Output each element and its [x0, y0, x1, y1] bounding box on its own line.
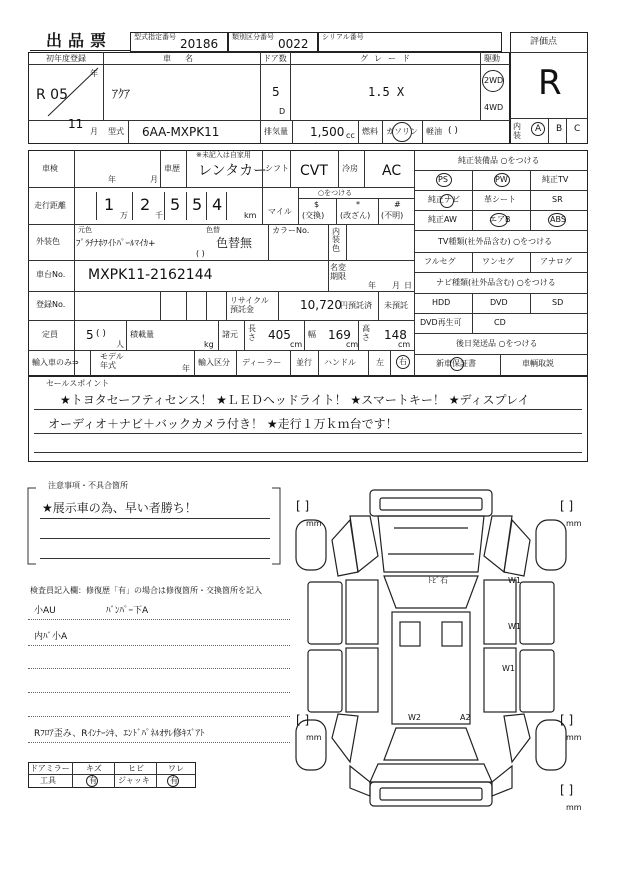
capacity-unit: 人: [116, 340, 124, 349]
doors-label: ドア数: [263, 54, 287, 63]
tv-analog: アナログ: [540, 257, 572, 266]
mileage-digit-2: 2: [140, 195, 151, 214]
height-cm: cm: [398, 340, 411, 349]
mm-unit-2: mm: [566, 519, 582, 528]
mile-star: *: [356, 200, 360, 209]
notes-label: 注意事項・不具合箇所: [48, 481, 128, 490]
chassis-label: 車台No.: [36, 270, 66, 279]
score-value: R: [538, 63, 562, 103]
drive-2wd: 2WD: [484, 76, 504, 85]
history-label: 車歴: [164, 164, 180, 173]
inspector-line-1b: ﾊﾞﾝﾊﾟｰ下A: [106, 606, 149, 616]
length-value: 405: [268, 328, 291, 342]
title-expire-month: 月: [392, 281, 400, 290]
import-label: 輸入車のみ⇒: [32, 358, 79, 367]
fuel-gas: ガソリン: [386, 127, 418, 136]
mark-w1-b: W1: [508, 622, 521, 631]
tv-fullseg: フルセグ: [424, 257, 456, 266]
history-value: レンタカー: [198, 163, 268, 179]
mark-a2: A2: [460, 713, 471, 722]
bracket-bottom-right: [ ]: [560, 713, 574, 727]
class-no-label: 類別区分番号: [232, 33, 274, 41]
color-change-value: 色替無: [216, 236, 253, 250]
mm-unit-1: mm: [306, 519, 322, 528]
displacement-value: 1,500: [310, 125, 345, 139]
equip-airbag: エアB: [489, 215, 511, 224]
class-no-value: 0022: [278, 37, 309, 51]
equip-ps: PS: [438, 175, 448, 184]
length-label: 長さ: [248, 324, 256, 342]
width-label: 幅: [308, 330, 316, 339]
load-kg: kg: [204, 340, 214, 349]
equip-aw: 純正AW: [428, 215, 457, 224]
reg-year-label: 初年度登録: [46, 54, 86, 63]
grade-value: 1.5 X: [368, 85, 405, 99]
interior-c: C: [574, 124, 581, 134]
import-parallel: 並行: [296, 358, 312, 367]
ac-value: AC: [382, 163, 402, 179]
load-label: 積載量: [130, 330, 154, 339]
mileage-label: 走行距離: [34, 201, 66, 210]
year-unit: 年: [90, 69, 98, 78]
inspector-label: 検査員記入欄：修復歴「有」の場合は修復箇所・交換箇所を記入: [30, 586, 262, 595]
mark-w2: W2: [408, 713, 421, 722]
month-unit: 月: [90, 127, 98, 136]
reg-label: 登録No.: [36, 300, 66, 309]
legend-break: ワレ: [168, 764, 184, 773]
equip-abs: ABS: [550, 215, 566, 224]
notes-bracket: [26, 486, 282, 566]
doors-value: 5: [272, 85, 280, 99]
cc-unit: cc: [346, 131, 355, 140]
equip-pw: PW: [495, 175, 508, 184]
mile-hash: #: [394, 200, 401, 209]
mileage-circle-note: ○をつける: [318, 189, 353, 197]
width-cm: cm: [346, 340, 359, 349]
orig-color-label: 元色: [78, 226, 92, 234]
later-warranty: 新車保証書: [436, 359, 476, 368]
title-expire-day: 日: [404, 281, 412, 290]
height-value: 148: [384, 328, 407, 342]
mileage-digit-1: 1: [104, 195, 115, 214]
page-title: 出品票: [46, 31, 113, 50]
bracket-bottom-extra: [ ]: [560, 783, 574, 797]
mark-w1-c: W1: [502, 664, 515, 673]
color-label: 外装色: [36, 237, 60, 246]
chassis-value: MXPK11-2162144: [88, 267, 213, 283]
cd-label: CD: [494, 318, 506, 327]
not-deposited: 未預託: [384, 301, 408, 310]
width-value: 169: [328, 328, 351, 342]
recycle-label: リサイクル預託金: [230, 296, 269, 315]
bracket-top-left: [ ]: [296, 499, 310, 513]
length-cm: cm: [290, 340, 303, 349]
fuel-paren: ( ): [448, 126, 458, 136]
mile-label: マイル: [268, 207, 292, 216]
handle-left: 左: [376, 358, 384, 367]
title-expire-label: 名変期限: [330, 263, 346, 281]
recycle-unit: 円預託済: [340, 301, 372, 310]
bracket-bottom-left: [ ]: [296, 713, 310, 727]
tv-oneseg: ワンセグ: [482, 257, 514, 266]
history-note: ※未記入は自家用: [196, 151, 251, 159]
tools-yes-circle: [86, 775, 98, 787]
mile-hash-sub: (不明): [381, 211, 404, 220]
shift-value: CVT: [300, 163, 328, 179]
import-dealer: ディーラー: [242, 358, 282, 367]
legend-scratch: キズ: [86, 764, 102, 773]
model-year-unit: 年: [182, 364, 190, 373]
displacement-label: 排気量: [264, 127, 288, 136]
mileage-km: km: [244, 211, 257, 220]
ac-label: 冷房: [342, 164, 358, 173]
mileage-sen: 千: [155, 211, 163, 220]
orig-color: ﾌﾟﾗﾁﾅﾎﾜｲﾄﾊﾟｰﾙﾏｲｶ+: [76, 239, 156, 249]
serial-label: シリアル番号: [322, 33, 364, 41]
fuel-light: 軽油: [426, 127, 442, 136]
handle-right: 右: [399, 357, 407, 366]
inspection-month: 月: [150, 175, 158, 184]
mile-dollar: $: [314, 200, 320, 209]
navi-hdd: HDD: [432, 298, 451, 307]
type-no-value: 20186: [180, 37, 219, 51]
legend-mirror: ドアミラー: [30, 764, 70, 773]
jack-yes-circle: [167, 775, 179, 787]
mileage-digit-3: 5: [170, 195, 181, 214]
mileage-digit-4: 5: [192, 195, 203, 214]
notes-text: ★展示車の為、早い者勝ち！: [42, 501, 197, 515]
shift-label: シフト: [265, 164, 289, 173]
later-manual: 車輌取説: [522, 359, 554, 368]
tv-title: TV種類(社外品含む) ○をつける: [438, 237, 553, 246]
recycle-value: 10,720: [300, 298, 342, 312]
door-suffix: D: [279, 107, 286, 116]
capacity-value: 5: [86, 328, 94, 342]
color-no-title: カラーNo.: [272, 226, 310, 235]
dims-label: 諸元: [222, 330, 238, 339]
title-expire-year: 年: [368, 281, 376, 290]
equip-tv: 純正TV: [542, 175, 569, 184]
inspection-label: 車検: [42, 164, 58, 173]
mark-chip: ﾄﾋﾞ石: [428, 576, 448, 585]
equip-sr: SR: [552, 195, 563, 204]
legend-tools: 工具: [40, 776, 56, 785]
bracket-top-right: [ ]: [560, 499, 574, 513]
equip-leather: 革シート: [484, 195, 516, 204]
navi-circle: [440, 194, 454, 208]
interior-color-label: 内装色: [332, 227, 340, 253]
reg-era: R 05: [36, 87, 68, 103]
reg-month: 11: [68, 117, 84, 131]
mm-unit-3: mm: [306, 733, 322, 742]
inspector-line-2: 内ﾊﾞ小A: [34, 632, 68, 642]
mile-dollar-sub: (交換): [302, 211, 325, 220]
navi-dvd: DVD: [490, 298, 508, 307]
interior-label: 内装: [513, 122, 521, 140]
drive-label: 駆動: [484, 54, 500, 63]
color-paren: ( ): [196, 249, 205, 258]
drive-4wd: 4WD: [484, 103, 504, 112]
import-class-label: 輸入区分: [198, 358, 230, 367]
navi-title: ナビ種類(社外品含む) ○をつける: [436, 278, 556, 287]
navi-sd: SD: [552, 298, 564, 307]
equip-navi: 純正ナビ: [428, 195, 460, 204]
mark-w1-a: W1: [508, 576, 521, 585]
car-name: ｱｸｱ: [112, 87, 131, 101]
legend-jack-yes: 有: [170, 776, 178, 785]
sales-label: セールスポイント: [46, 379, 110, 388]
later-title: 後日発送品 ○をつける: [456, 339, 538, 348]
mile-star-sub: (改ざん): [340, 211, 371, 220]
color-change-label: 色替: [206, 226, 220, 234]
inspector-line-3: Rﾌﾛｱ歪み、Rｲﾝﾅｰｼｷ、ｴﾝﾄﾞﾊﾟﾈﾙｵｻﾚ修ｷｽﾞｱﾄ: [34, 729, 205, 739]
interior-b: B: [556, 124, 563, 134]
dvd-playable: DVD再生可: [420, 318, 462, 327]
legend-tools-yes: 有: [89, 776, 97, 785]
interior-a: A: [535, 124, 542, 134]
inspector-line-1a: 小AU: [34, 606, 56, 616]
sales-line-2: オーディオ＋ナビ＋バックカメラ付き！ ★走行１万ｋｍ台です！: [48, 417, 398, 431]
model-year-label: モデル年式: [100, 352, 124, 370]
legend-crack: ヒビ: [128, 764, 144, 773]
fuel-label: 燃料: [362, 127, 378, 136]
model-value: 6AA-MXPK11: [142, 125, 220, 139]
grade-label: グレード: [360, 54, 416, 63]
model-label: 型式: [108, 127, 124, 136]
equipment-title: 純正装備品 ○をつける: [458, 156, 540, 165]
height-label: 高さ: [362, 324, 370, 342]
type-no-label: 型式指定番号: [134, 33, 176, 41]
mileage-digit-5: 4: [212, 195, 223, 214]
sales-line-1: ★トヨタセーフティセンス！ ★ＬＥＤヘッドライト！ ★スマートキー！ ★ディスプレイ: [60, 393, 530, 407]
score-label: 評価点: [530, 37, 558, 47]
capacity-paren: ( ): [96, 329, 106, 339]
car-diagram: [288, 476, 600, 820]
mm-unit-5: mm: [566, 803, 582, 812]
inspection-year: 年: [108, 175, 116, 184]
legend-jack: ジャッキ: [118, 776, 150, 785]
name-label: 車名: [163, 54, 207, 63]
handle-label: ハンドル: [324, 358, 356, 367]
mm-unit-4: mm: [566, 733, 582, 742]
capacity-label: 定員: [42, 330, 58, 339]
mileage-man: 万: [120, 211, 128, 220]
